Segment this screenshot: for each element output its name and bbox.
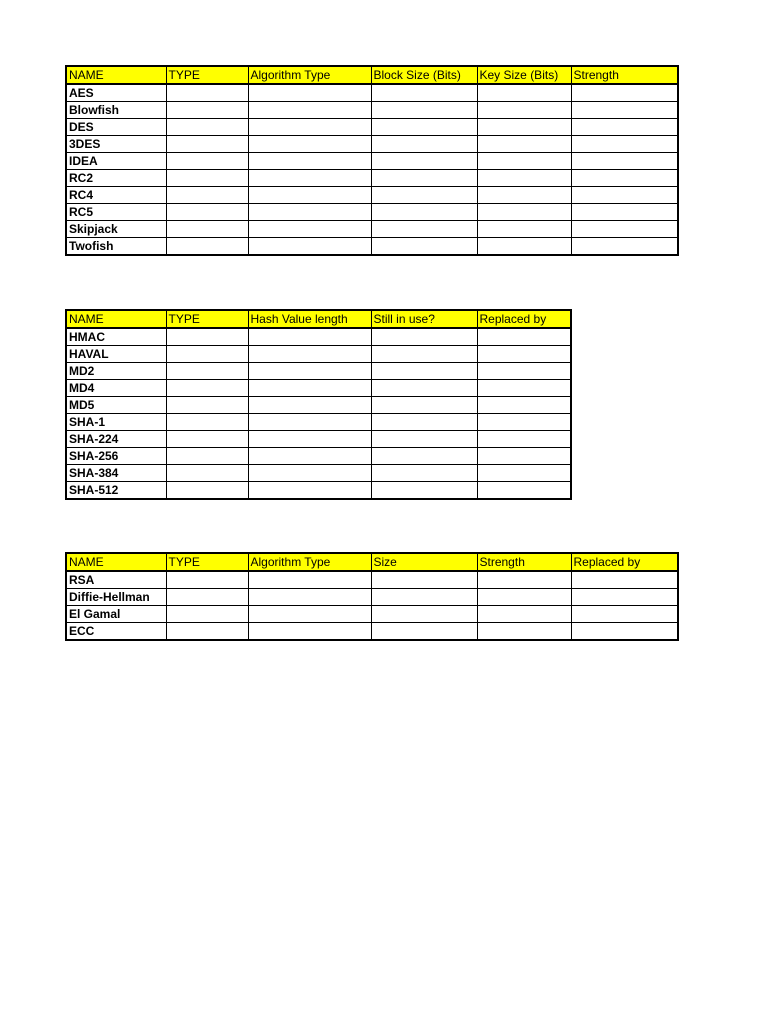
strength-cell[interactable] bbox=[477, 623, 571, 641]
strength-cell[interactable] bbox=[571, 84, 678, 102]
strength-cell[interactable] bbox=[571, 187, 678, 204]
header-row bbox=[66, 310, 571, 328]
block-size-cell[interactable] bbox=[371, 84, 477, 102]
key-size-cell[interactable] bbox=[477, 187, 571, 204]
algorithm-type-cell[interactable] bbox=[248, 204, 371, 221]
block-size-cell[interactable] bbox=[371, 187, 477, 204]
replaced-by-cell[interactable] bbox=[477, 397, 571, 414]
table-row bbox=[66, 482, 571, 500]
block-size-cell[interactable] bbox=[371, 238, 477, 256]
algorithm-type-cell[interactable] bbox=[248, 153, 371, 170]
header-replaced-by[interactable]: Replaced by bbox=[477, 310, 571, 328]
row-name-cell[interactable]: AES bbox=[66, 84, 166, 102]
block-size-cell[interactable] bbox=[371, 153, 477, 170]
still-in-use-cell[interactable] bbox=[371, 363, 477, 380]
row-name-cell[interactable]: Blowfish bbox=[66, 102, 166, 119]
type-cell[interactable] bbox=[166, 346, 248, 363]
algorithm-type-cell[interactable] bbox=[248, 187, 371, 204]
row-name-cell[interactable]: RSA bbox=[66, 571, 166, 589]
header-size[interactable]: Size bbox=[371, 553, 477, 571]
header-name[interactable]: NAME bbox=[66, 553, 166, 571]
replaced-by-cell[interactable] bbox=[477, 448, 571, 465]
algorithm-type-cell[interactable] bbox=[248, 84, 371, 102]
type-cell[interactable] bbox=[166, 119, 248, 136]
algorithm-type-cell[interactable] bbox=[248, 606, 371, 623]
row-name-cell[interactable]: MD5 bbox=[66, 397, 166, 414]
hash-length-cell[interactable] bbox=[248, 448, 371, 465]
algorithm-type-cell[interactable] bbox=[248, 589, 371, 606]
strength-cell[interactable] bbox=[571, 136, 678, 153]
still-in-use-cell[interactable] bbox=[371, 346, 477, 363]
table-row bbox=[66, 431, 571, 448]
block-size-cell[interactable] bbox=[371, 170, 477, 187]
type-cell[interactable] bbox=[166, 589, 248, 606]
header-type[interactable]: TYPE bbox=[166, 66, 248, 84]
block-size-cell[interactable] bbox=[371, 136, 477, 153]
algorithm-type-cell[interactable] bbox=[248, 238, 371, 256]
type-cell[interactable] bbox=[166, 380, 248, 397]
replaced-by-cell[interactable] bbox=[477, 380, 571, 397]
table-row bbox=[66, 221, 678, 238]
table-row bbox=[66, 589, 678, 606]
row-name-cell[interactable]: Diffie-Hellman bbox=[66, 589, 166, 606]
strength-cell[interactable] bbox=[571, 170, 678, 187]
replaced-by-cell[interactable] bbox=[477, 431, 571, 448]
table-row bbox=[66, 204, 678, 221]
row-name-cell[interactable]: RC5 bbox=[66, 204, 166, 221]
hash-length-cell[interactable] bbox=[248, 397, 371, 414]
row-name-cell[interactable]: 3DES bbox=[66, 136, 166, 153]
key-size-cell[interactable] bbox=[477, 170, 571, 187]
type-cell[interactable] bbox=[166, 571, 248, 589]
replaced-by-cell[interactable] bbox=[571, 571, 678, 589]
replaced-by-cell[interactable] bbox=[477, 414, 571, 431]
key-size-cell[interactable] bbox=[477, 119, 571, 136]
type-cell[interactable] bbox=[166, 448, 248, 465]
type-cell[interactable] bbox=[166, 363, 248, 380]
key-size-cell[interactable] bbox=[477, 136, 571, 153]
header-block-size[interactable]: Block Size (Bits) bbox=[371, 66, 477, 84]
row-name-cell[interactable]: RC4 bbox=[66, 187, 166, 204]
row-name-cell[interactable]: SHA-1 bbox=[66, 414, 166, 431]
row-name-cell[interactable]: SHA-384 bbox=[66, 465, 166, 482]
strength-cell[interactable] bbox=[571, 238, 678, 256]
still-in-use-cell[interactable] bbox=[371, 448, 477, 465]
table-row bbox=[66, 84, 678, 102]
hash-length-cell[interactable] bbox=[248, 363, 371, 380]
strength-cell[interactable] bbox=[477, 571, 571, 589]
type-cell[interactable] bbox=[166, 136, 248, 153]
hash-length-cell[interactable] bbox=[248, 380, 371, 397]
still-in-use-cell[interactable] bbox=[371, 380, 477, 397]
type-cell[interactable] bbox=[166, 482, 248, 500]
hash-length-cell[interactable] bbox=[248, 482, 371, 500]
table-row bbox=[66, 187, 678, 204]
header-strength[interactable]: Strength bbox=[571, 66, 678, 84]
row-name-cell[interactable]: Skipjack bbox=[66, 221, 166, 238]
replaced-by-cell[interactable] bbox=[477, 328, 571, 346]
still-in-use-cell[interactable] bbox=[371, 328, 477, 346]
row-name-cell[interactable]: RC2 bbox=[66, 170, 166, 187]
replaced-by-cell[interactable] bbox=[571, 606, 678, 623]
table-row bbox=[66, 465, 571, 482]
row-name-cell[interactable]: SHA-512 bbox=[66, 482, 166, 500]
type-cell[interactable] bbox=[166, 465, 248, 482]
header-type[interactable]: TYPE bbox=[166, 553, 248, 571]
table-row bbox=[66, 346, 571, 363]
row-name-cell[interactable]: DES bbox=[66, 119, 166, 136]
type-cell[interactable] bbox=[166, 84, 248, 102]
key-size-cell[interactable] bbox=[477, 153, 571, 170]
row-name-cell[interactable]: El Gamal bbox=[66, 606, 166, 623]
strength-cell[interactable] bbox=[571, 204, 678, 221]
still-in-use-cell[interactable] bbox=[371, 431, 477, 448]
table-row bbox=[66, 623, 678, 641]
strength-cell[interactable] bbox=[571, 119, 678, 136]
replaced-by-cell[interactable] bbox=[477, 363, 571, 380]
table-row bbox=[66, 153, 678, 170]
still-in-use-cell[interactable] bbox=[371, 414, 477, 431]
type-cell[interactable] bbox=[166, 606, 248, 623]
hash-length-cell[interactable] bbox=[248, 431, 371, 448]
still-in-use-cell[interactable] bbox=[371, 482, 477, 500]
table-row bbox=[66, 380, 571, 397]
header-hash-value-length[interactable]: Hash Value length bbox=[248, 310, 371, 328]
size-cell[interactable] bbox=[371, 571, 477, 589]
strength-cell[interactable] bbox=[571, 153, 678, 170]
row-name-cell[interactable]: HAVAL bbox=[66, 346, 166, 363]
header-row bbox=[66, 66, 678, 84]
hash-length-cell[interactable] bbox=[248, 465, 371, 482]
table-row bbox=[66, 170, 678, 187]
algorithm-type-cell[interactable] bbox=[248, 119, 371, 136]
type-cell[interactable] bbox=[166, 414, 248, 431]
still-in-use-cell[interactable] bbox=[371, 397, 477, 414]
key-size-cell[interactable] bbox=[477, 102, 571, 119]
table-row bbox=[66, 119, 678, 136]
header-type[interactable]: TYPE bbox=[166, 310, 248, 328]
row-name-cell[interactable]: MD2 bbox=[66, 363, 166, 380]
hash-length-cell[interactable] bbox=[248, 328, 371, 346]
algorithm-type-cell[interactable] bbox=[248, 571, 371, 589]
algorithm-type-cell[interactable] bbox=[248, 623, 371, 641]
hash-length-cell[interactable] bbox=[248, 346, 371, 363]
algorithm-type-cell[interactable] bbox=[248, 102, 371, 119]
row-name-cell[interactable]: IDEA bbox=[66, 153, 166, 170]
size-cell[interactable] bbox=[371, 589, 477, 606]
strength-cell[interactable] bbox=[571, 102, 678, 119]
key-size-cell[interactable] bbox=[477, 221, 571, 238]
block-size-cell[interactable] bbox=[371, 119, 477, 136]
row-name-cell[interactable]: SHA-256 bbox=[66, 448, 166, 465]
replaced-by-cell[interactable] bbox=[477, 482, 571, 500]
table-row bbox=[66, 328, 571, 346]
type-cell[interactable] bbox=[166, 153, 248, 170]
type-cell[interactable] bbox=[166, 221, 248, 238]
size-cell[interactable] bbox=[371, 623, 477, 641]
still-in-use-cell[interactable] bbox=[371, 465, 477, 482]
strength-cell[interactable] bbox=[477, 589, 571, 606]
hash-algorithms-table bbox=[65, 309, 572, 500]
row-name-cell[interactable]: HMAC bbox=[66, 328, 166, 346]
key-size-cell[interactable] bbox=[477, 84, 571, 102]
table-row bbox=[66, 606, 678, 623]
table-row bbox=[66, 102, 678, 119]
header-name[interactable]: NAME bbox=[66, 310, 166, 328]
table-row bbox=[66, 397, 571, 414]
block-size-cell[interactable] bbox=[371, 204, 477, 221]
strength-cell[interactable] bbox=[477, 606, 571, 623]
replaced-by-cell[interactable] bbox=[571, 589, 678, 606]
type-cell[interactable] bbox=[166, 102, 248, 119]
row-name-cell[interactable]: MD4 bbox=[66, 380, 166, 397]
table-row bbox=[66, 363, 571, 380]
header-name[interactable]: NAME bbox=[66, 66, 166, 84]
hash-length-cell[interactable] bbox=[248, 414, 371, 431]
table-row bbox=[66, 238, 678, 256]
algorithm-type-cell[interactable] bbox=[248, 136, 371, 153]
type-cell[interactable] bbox=[166, 623, 248, 641]
table-row bbox=[66, 136, 678, 153]
type-cell[interactable] bbox=[166, 204, 248, 221]
key-size-cell[interactable] bbox=[477, 204, 571, 221]
header-replaced-by[interactable]: Replaced by bbox=[571, 553, 678, 571]
algorithm-type-cell[interactable] bbox=[248, 170, 371, 187]
type-cell[interactable] bbox=[166, 238, 248, 256]
type-cell[interactable] bbox=[166, 328, 248, 346]
replaced-by-cell[interactable] bbox=[571, 623, 678, 641]
table-row bbox=[66, 448, 571, 465]
symmetric-algorithms-table bbox=[65, 65, 679, 256]
header-row bbox=[66, 553, 678, 571]
replaced-by-cell[interactable] bbox=[477, 346, 571, 363]
header-still-in-use[interactable]: Still in use? bbox=[371, 310, 477, 328]
block-size-cell[interactable] bbox=[371, 102, 477, 119]
type-cell[interactable] bbox=[166, 431, 248, 448]
row-name-cell[interactable]: SHA-224 bbox=[66, 431, 166, 448]
table-row bbox=[66, 414, 571, 431]
type-cell[interactable] bbox=[166, 187, 248, 204]
row-name-cell[interactable]: ECC bbox=[66, 623, 166, 641]
size-cell[interactable] bbox=[371, 606, 477, 623]
table-row bbox=[66, 571, 678, 589]
asymmetric-algorithms-table bbox=[65, 552, 679, 641]
type-cell[interactable] bbox=[166, 170, 248, 187]
header-algorithm-type[interactable]: Algorithm Type bbox=[248, 553, 371, 571]
key-size-cell[interactable] bbox=[477, 238, 571, 256]
block-size-cell[interactable] bbox=[371, 221, 477, 238]
header-strength[interactable]: Strength bbox=[477, 553, 571, 571]
header-algorithm-type[interactable]: Algorithm Type bbox=[248, 66, 371, 84]
replaced-by-cell[interactable] bbox=[477, 465, 571, 482]
header-key-size[interactable]: Key Size (Bits) bbox=[477, 66, 571, 84]
row-name-cell[interactable]: Twofish bbox=[66, 238, 166, 256]
type-cell[interactable] bbox=[166, 397, 248, 414]
algorithm-type-cell[interactable] bbox=[248, 221, 371, 238]
strength-cell[interactable] bbox=[571, 221, 678, 238]
